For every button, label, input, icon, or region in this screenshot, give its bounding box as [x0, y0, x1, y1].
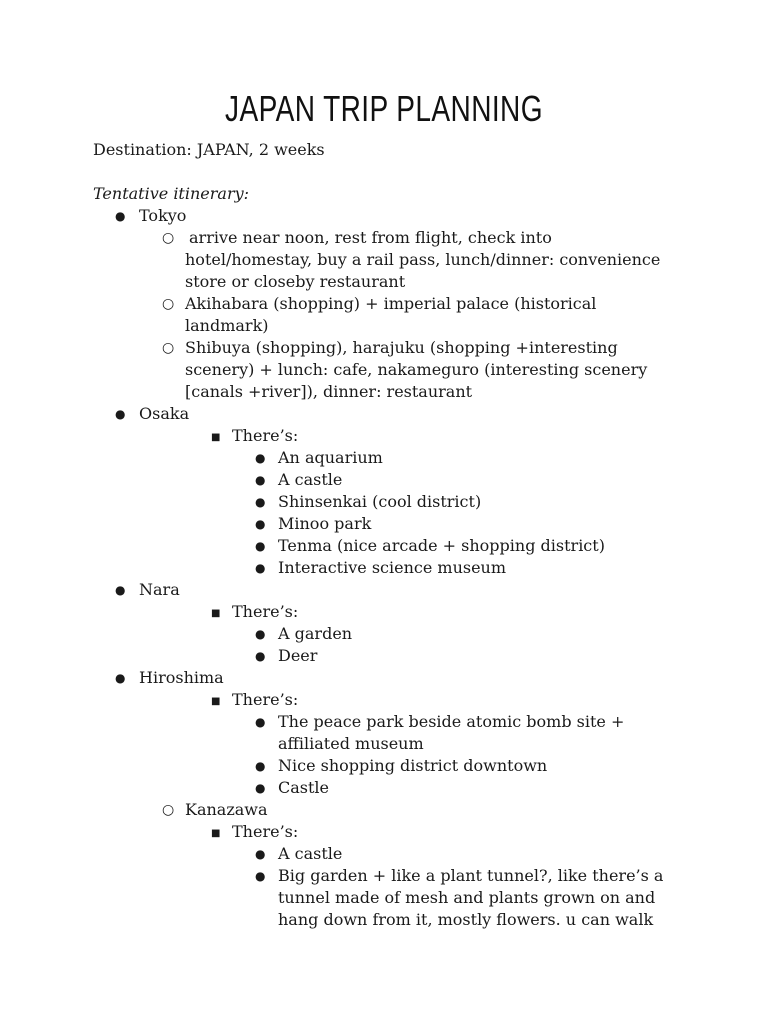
- list-item: Tenma (nice arcade + shopping district): [278, 536, 605, 555]
- city-hiroshima: Hiroshima: [139, 668, 224, 687]
- theres-label: There’s:: [232, 822, 299, 841]
- bullet-disc-icon: [115, 403, 125, 425]
- bullet-disc-icon: [255, 557, 265, 579]
- bullet-disc-icon: [255, 645, 265, 667]
- bullet-circle-icon: [162, 227, 174, 249]
- bullet-disc-icon: [255, 843, 265, 865]
- bullet-disc-icon: [255, 711, 265, 733]
- list-item: affiliated museum: [278, 734, 424, 753]
- list-item: Minoo park: [278, 514, 372, 533]
- city-tokyo: Tokyo: [139, 206, 187, 225]
- list-item: store or closeby restaurant: [185, 272, 406, 291]
- list-item: A castle: [278, 844, 343, 863]
- city-osaka: Osaka: [139, 404, 190, 423]
- list-item: Deer: [278, 646, 318, 665]
- list-item: Big garden + like a plant tunnel?, like there’s a: [278, 866, 664, 885]
- list-item: Shibuya (shopping), harajuku (shopping +interesting: [185, 338, 618, 357]
- bullet-disc-icon: [255, 865, 265, 887]
- bullet-disc-icon: [255, 623, 265, 645]
- list-item: tunnel made of mesh and plants grown on and: [278, 888, 656, 907]
- bullet-square-icon: [211, 689, 220, 713]
- list-item: landmark): [185, 316, 269, 335]
- bullet-square-icon: [211, 601, 220, 625]
- list-item: The peace park beside atomic bomb site +: [278, 712, 625, 731]
- list-item: Akihabara (shopping) + imperial palace (historical: [185, 294, 597, 313]
- list-item: An aquarium: [278, 448, 383, 467]
- itinerary-heading: Tentative itinerary:: [93, 184, 250, 203]
- bullet-disc-icon: [255, 777, 265, 799]
- list-item: scenery) + lunch: cafe, nakameguro (interesting scenery: [185, 360, 648, 379]
- list-item: [canals +river]), dinner: restaurant: [185, 382, 473, 401]
- bullet-circle-icon: [162, 799, 174, 821]
- list-item: Interactive science museum: [278, 558, 507, 577]
- bullet-circle-icon: [162, 337, 174, 359]
- bullet-disc-icon: [255, 447, 265, 469]
- theres-label: There’s:: [232, 602, 299, 621]
- list-item: hotel/homestay, buy a rail pass, lunch/dinner: convenience: [185, 250, 661, 269]
- city-nara: Nara: [139, 580, 180, 599]
- bullet-disc-icon: [115, 205, 125, 227]
- theres-label: There’s:: [232, 426, 299, 445]
- bullet-square-icon: [211, 425, 220, 449]
- city-kanazawa: Kanazawa: [185, 800, 268, 819]
- bullet-disc-icon: [255, 491, 265, 513]
- bullet-disc-icon: [255, 469, 265, 491]
- list-item: hang down from it, mostly flowers. u can walk: [278, 910, 654, 929]
- list-item: Nice shopping district downtown: [278, 756, 548, 775]
- list-item: Castle: [278, 778, 330, 797]
- bullet-disc-icon: [255, 755, 265, 777]
- destination-line: Destination: JAPAN, 2 weeks: [93, 140, 325, 159]
- theres-label: There’s:: [232, 690, 299, 709]
- page-title: JAPAN TRIP PLANNING: [225, 88, 543, 129]
- list-item: arrive near noon, rest from flight, check into: [189, 228, 552, 247]
- bullet-disc-icon: [255, 535, 265, 557]
- bullet-disc-icon: [115, 667, 125, 689]
- list-item: A garden: [278, 624, 353, 643]
- list-item: Shinsenkai (cool district): [278, 492, 482, 511]
- bullet-square-icon: [211, 821, 220, 845]
- bullet-disc-icon: [115, 579, 125, 601]
- bullet-disc-icon: [255, 513, 265, 535]
- bullet-circle-icon: [162, 293, 174, 315]
- list-item: A castle: [278, 470, 343, 489]
